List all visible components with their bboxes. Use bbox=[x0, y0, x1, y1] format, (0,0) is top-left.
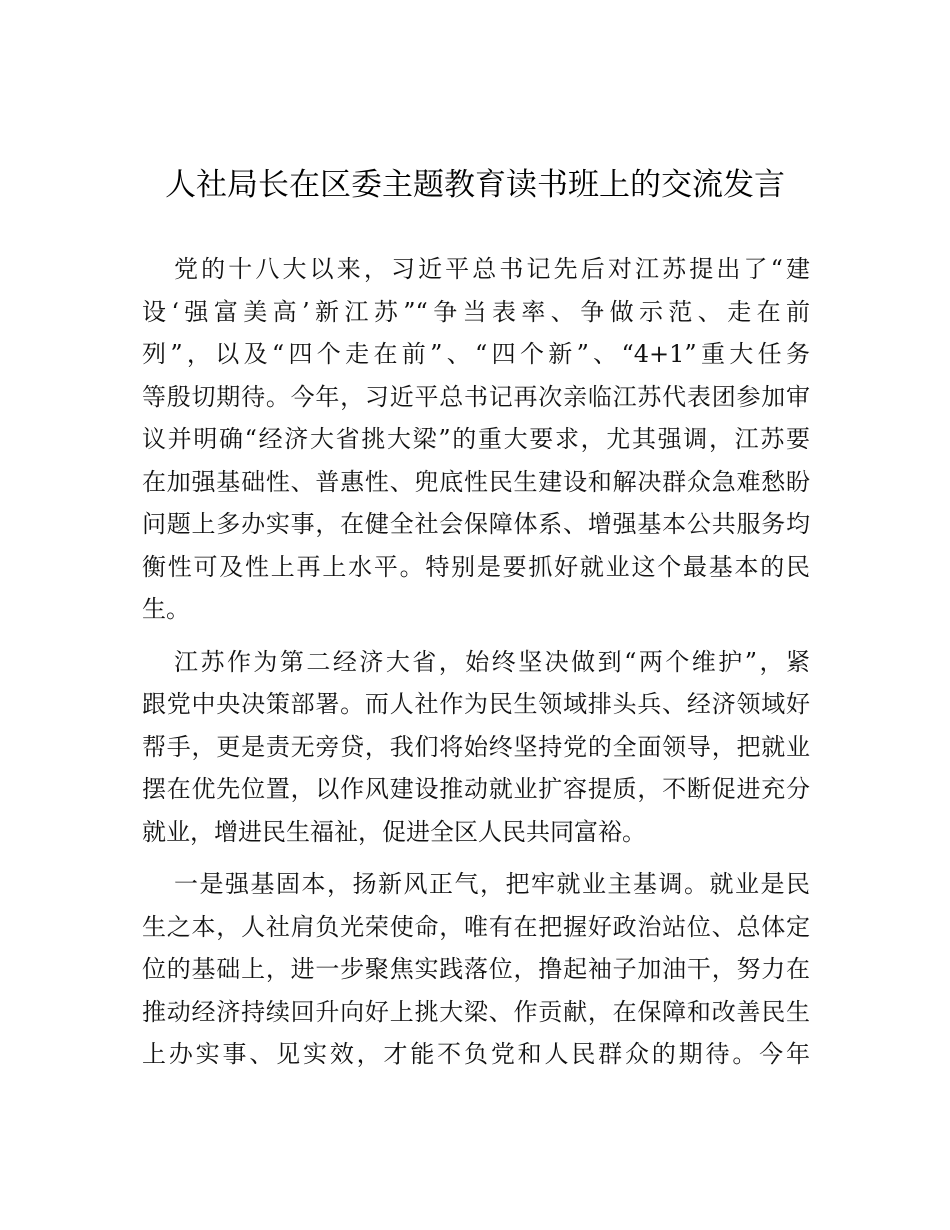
text-line: 就业，增进民生福祉，促进全区人民共同富裕。 bbox=[142, 817, 646, 846]
text-line: 推动经济持续回升向好上挑大梁、作贡献，在保障和改善民生 bbox=[142, 997, 810, 1026]
text-line: 问题上多办实事，在健全社会保障体系、增强基本公共服务均 bbox=[142, 510, 810, 538]
text-line: 位的基础上，进一步聚焦实践落位，撸起袖子加油干，努力在 bbox=[142, 955, 810, 983]
text-line: 生。 bbox=[142, 595, 190, 623]
text-line: 江苏作为第二经济大省，始终坚决做到“两个维护”，紧 bbox=[174, 647, 810, 676]
text-line: 衡性可及性上再上水平。特别是要抓好就业这个最基本的民 bbox=[142, 552, 810, 581]
text-line: 设‘强富美高’新江苏”“争当表率、争做示范、走在前 bbox=[142, 297, 810, 326]
paragraph-3 bbox=[142, 863, 810, 1076]
text-line: 跟党中央决策部署。而人社作为民生领域排头兵、经济领域好 bbox=[142, 690, 810, 718]
text-line: 帮手，更是责无旁贷，我们将始终坚持党的全面领导，把就业 bbox=[142, 732, 810, 761]
text-line: 等殷切期待。今年，习近平总书记再次亲临江苏代表团参加审 bbox=[142, 382, 810, 411]
text-line: 一是强基固本，扬新风正气，把牢就业主基调。就业是民 bbox=[174, 870, 810, 898]
text-line: 议并明确“经济大省挑大梁”的重大要求，尤其强调，江苏要 bbox=[142, 425, 810, 453]
document-title: 人社局长在区委主题教育读书班上的交流发言 bbox=[165, 167, 785, 203]
text-line: 生之本，人社肩负光荣使命，唯有在把握好政治站位、总体定 bbox=[142, 912, 810, 941]
text-line: 党的十八大以来，习近平总书记先后对江苏提出了“建 bbox=[174, 255, 810, 283]
text-line: 摆在优先位置，以作风建设推动就业扩容提质，不断促进充分 bbox=[142, 775, 810, 803]
paragraph-2 bbox=[142, 641, 810, 854]
text-line: 上办实事、见实效，才能不负党和人民群众的期待。今年 bbox=[142, 1040, 810, 1068]
document-body bbox=[142, 248, 810, 1086]
text-line: 列”，以及“四个走在前”、“四个新”、“4+1”重大任务 bbox=[142, 340, 810, 368]
paragraph-1 bbox=[142, 248, 810, 631]
text-line: 在加强基础性、普惠性、兜底性民生建设和解决群众急难愁盼 bbox=[142, 467, 810, 496]
